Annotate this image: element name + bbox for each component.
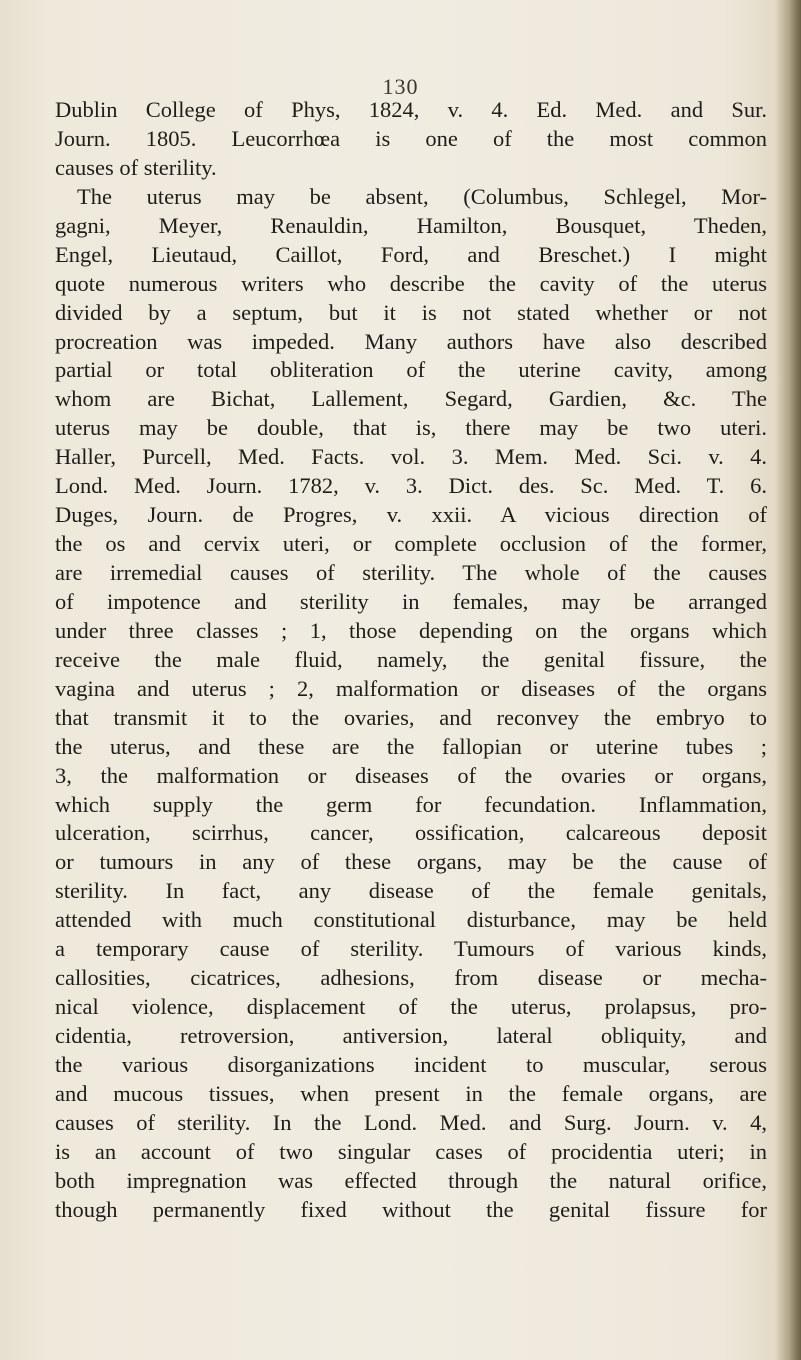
text-line: attended with much constitutional disturbance, may be held: [55, 907, 767, 933]
text-line: causes of sterility.: [55, 154, 217, 180]
text-line: uterus may be double, that is, there may be two uteri.: [55, 415, 767, 441]
text-line: and mucous tissues, when present in the female organs, are: [55, 1080, 767, 1106]
text-line: the various disorganizations incident to muscular, serous: [55, 1051, 767, 1077]
text-line: nical violence, displacement of the uterus, prolapsus, pro-: [55, 994, 767, 1020]
text-line: 3, the malformation or diseases of the ovaries or organs,: [55, 762, 767, 788]
text-line: whom are Bichat, Lallement, Segard, Gardien, &c. The: [55, 386, 767, 412]
text-line: divided by a septum, but it is not stated whether or not: [55, 299, 767, 325]
text-line: though permanently fixed without the genital fissure for: [55, 1196, 767, 1222]
text-line: cidentia, retroversion, antiversion, lateral obliquity, and: [55, 1023, 767, 1048]
text-line: partial or total obliteration of the uterine cavity, among: [55, 357, 767, 383]
page-edge-shadow: [775, 0, 801, 1360]
body-text: [55, 96, 767, 1225]
text-line: gagni, Meyer, Renauldin, Hamilton, Bousquet, Theden,: [55, 212, 767, 238]
text-line: Engel, Lieutaud, Caillot, Ford, and Breschet.) I might: [55, 241, 767, 267]
text-line: the uterus, and these are the fallopian or uterine tubes ;: [55, 733, 767, 759]
text-line: a temporary cause of sterility. Tumours of various kinds,: [55, 936, 767, 962]
text-line: that transmit it to the ovaries, and reconvey the embryo to: [55, 704, 767, 730]
text-line: ulceration, scirrhus, cancer, ossification, calcareous deposit: [55, 820, 767, 846]
text-line: vagina and uterus ; 2, malformation or diseases of the organs: [55, 675, 767, 701]
text-line: receive the male fluid, namely, the genital fissure, the: [55, 646, 767, 672]
text-line: of impotence and sterility in females, may be arranged: [55, 588, 767, 614]
text-line: Journ. 1805. Leucorrhœa is one of the most common: [55, 125, 767, 151]
text-line: Lond. Med. Journ. 1782, v. 3. Dict. des. Sc. Med. T. 6.: [55, 473, 767, 499]
text-line: procreation was impeded. Many authors have also described: [55, 328, 767, 354]
text-line: both impregnation was effected through the natural orifice,: [55, 1167, 767, 1193]
text-line: the os and cervix uteri, or complete occlusion of the former,: [55, 531, 767, 557]
text-line: Dublin College of Phys, 1824, v. 4. Ed. Med. and Sur.: [55, 97, 767, 122]
text-line: under three classes ; 1, those depending on the organs which: [55, 617, 767, 643]
text-line: The uterus may be absent, (Columbus, Schlegel, Mor-: [77, 183, 767, 209]
text-line: or tumours in any of these organs, may be the cause of: [55, 849, 767, 875]
text-line: callosities, cicatrices, adhesions, from disease or mecha-: [55, 965, 767, 991]
text-line: Haller, Purcell, Med. Facts. vol. 3. Mem. Med. Sci. v. 4.: [55, 444, 767, 470]
text-line: Duges, Journ. de Progres, v. xxii. A vicious direction of: [55, 502, 767, 528]
text-line: causes of sterility. In the Lond. Med. and Surg. Journ. v. 4,: [55, 1109, 767, 1135]
text-line: quote numerous writers who describe the cavity of the uterus: [55, 270, 767, 296]
text-line: sterility. In fact, any disease of the female genitals,: [55, 878, 767, 904]
text-line: are irremedial causes of sterility. The whole of the causes: [55, 560, 767, 585]
text-line: which supply the germ for fecundation. Inflammation,: [55, 791, 767, 817]
text-line: is an account of two singular cases of procidentia uteri; in: [55, 1138, 767, 1164]
page-number: 130: [382, 74, 419, 99]
